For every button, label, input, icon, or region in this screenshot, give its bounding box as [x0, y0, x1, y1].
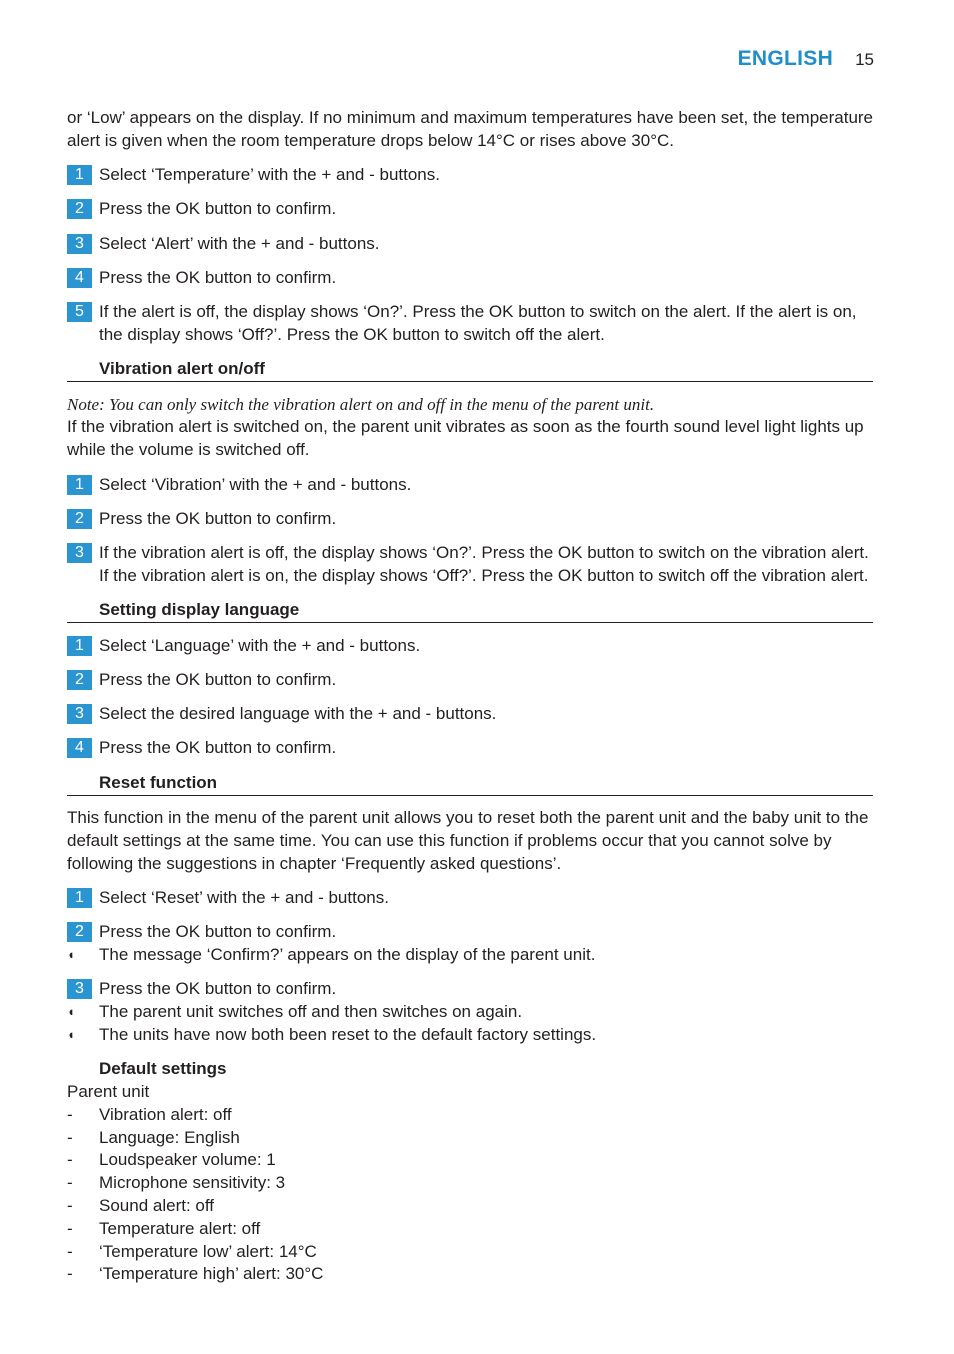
step-text: Press the OK button to confirm. [99, 199, 337, 219]
list-item [67, 1104, 873, 1127]
step-item [67, 737, 873, 760]
section-heading-language: Setting display language [67, 599, 873, 623]
step-number: 2 [67, 199, 92, 219]
step-item [67, 198, 873, 221]
section-heading-defaults: Default settings [99, 1059, 227, 1079]
list-item [67, 1172, 873, 1195]
result-arrow-icon: ◖ [67, 947, 75, 963]
step-text: Select ‘Language’ with the + and - buttons. [99, 635, 421, 655]
step-text: If the vibration alert is off, the display shows ‘On?’. Press the OK button to switch on the vibration alert. If the vibration alert is on, the display shows ‘Off?’. Press the OK button to switch off the vibration alert. [99, 543, 869, 585]
list-item-text: Microphone sensitivity: 3 [99, 1173, 286, 1193]
step-item [67, 542, 873, 588]
step-number: 2 [67, 922, 92, 942]
dash-bullet: - [67, 1195, 73, 1215]
step-number: 3 [67, 234, 92, 254]
page-content [67, 107, 873, 1286]
list-item [67, 1218, 873, 1241]
step-number: 3 [67, 979, 92, 999]
step-text: Press the OK button to confirm. [99, 922, 337, 942]
list-item-text: Language: English [99, 1127, 240, 1147]
step-number: 1 [67, 475, 92, 495]
step-item [67, 267, 873, 290]
result-item [67, 1001, 873, 1024]
list-item-text: ‘Temperature high’ alert: 30°C [99, 1264, 324, 1284]
step-item [67, 635, 873, 658]
step-item [67, 508, 873, 531]
step-text: Select ‘Reset’ with the + and - buttons. [99, 887, 389, 907]
step-item [67, 887, 873, 910]
step-number: 5 [67, 302, 92, 322]
result-item [67, 944, 873, 967]
step-number: 2 [67, 509, 92, 529]
step-text: Press the OK button to confirm. [99, 508, 337, 528]
step-item [67, 164, 873, 187]
language-label: ENGLISH [737, 47, 834, 70]
list-item-text: Sound alert: off [99, 1195, 214, 1215]
list-item-text: Loudspeaker volume: 1 [99, 1150, 276, 1170]
step-item [67, 474, 873, 497]
step-text: Press the OK button to confirm. [99, 267, 337, 287]
dash-bullet: - [67, 1218, 73, 1238]
page-header [738, 48, 874, 72]
list-item [67, 1241, 873, 1264]
step-text: Select ‘Temperature’ with the + and - buttons. [99, 165, 440, 185]
defaults-subheading: Parent unit [67, 1082, 150, 1101]
list-item [67, 1195, 873, 1218]
step-number: 1 [67, 165, 92, 185]
intro-paragraph: or ‘Low’ appears on the display. If no minimum and maximum temperatures have been set, the temperature alert is given when the room temperature drops below 14°C or rises above 30°C. [67, 108, 874, 150]
step-text: Select ‘Vibration’ with the + and - buttons. [99, 474, 412, 494]
step-text: Press the OK button to confirm. [99, 979, 337, 999]
step-item [67, 233, 873, 256]
step-number: 2 [67, 670, 92, 690]
result-text: The parent unit switches off and then switches on again. [99, 1002, 523, 1022]
step-number: 3 [67, 704, 92, 724]
list-item [67, 1263, 873, 1286]
step-text: If the alert is off, the display shows ‘On?’. Press the OK button to switch on the alert. If the alert is on, the display shows ‘Off?’. Press the OK button to switch off the alert. [99, 302, 857, 345]
dash-bullet: - [67, 1150, 73, 1170]
list-item-text: ‘Temperature low’ alert: 14°C [99, 1241, 317, 1261]
step-number: 4 [67, 268, 92, 288]
vibration-paragraph: If the vibration alert is switched on, the parent unit vibrates as soon as the fourth sound level light lights up while the volume is switched off. [67, 417, 864, 460]
section-heading-reset: Reset function [67, 772, 873, 796]
result-text: The message ‘Confirm?’ appears on the display of the parent unit. [99, 945, 596, 965]
step-item [67, 301, 873, 347]
dash-bullet: - [67, 1241, 73, 1261]
dash-bullet: - [67, 1104, 73, 1124]
step-text: Select ‘Alert’ with the + and - buttons. [99, 233, 380, 253]
reset-paragraph: This function in the menu of the parent unit allows you to reset both the parent unit and the baby unit to the default settings at the same time. You can use this function if problems occur that you cannot solve by following the suggestions in chapter ‘Frequently asked questions’. [67, 808, 869, 873]
step-item [67, 669, 873, 692]
dash-bullet: - [67, 1264, 73, 1284]
step-number: 1 [67, 636, 92, 656]
step-text: Press the OK button to confirm. [99, 738, 337, 758]
note-text: Note: You can only switch the vibration alert on and off in the menu of the parent unit. [67, 394, 655, 414]
list-item [67, 1127, 873, 1150]
list-item-text: Vibration alert: off [99, 1104, 232, 1124]
dash-bullet: - [67, 1127, 73, 1147]
step-number: 4 [67, 738, 92, 758]
dash-bullet: - [67, 1173, 73, 1193]
step-number: 3 [67, 543, 92, 563]
step-item [67, 703, 873, 726]
step-number: 1 [67, 888, 92, 908]
list-item-text: Temperature alert: off [99, 1218, 261, 1238]
result-arrow-icon: ◖ [67, 1004, 75, 1020]
step-item [67, 978, 873, 1001]
step-item [67, 921, 873, 944]
section-heading-vibration: Vibration alert on/off [67, 358, 873, 382]
list-item [67, 1149, 873, 1172]
step-text: Select the desired language with the + and - buttons. [99, 704, 497, 724]
step-text: Press the OK button to confirm. [99, 669, 337, 689]
result-item [67, 1024, 873, 1047]
result-arrow-icon: ◖ [67, 1026, 75, 1042]
page-number: 15 [855, 50, 874, 69]
result-text: The units have now both been reset to the default factory settings. [99, 1024, 597, 1044]
